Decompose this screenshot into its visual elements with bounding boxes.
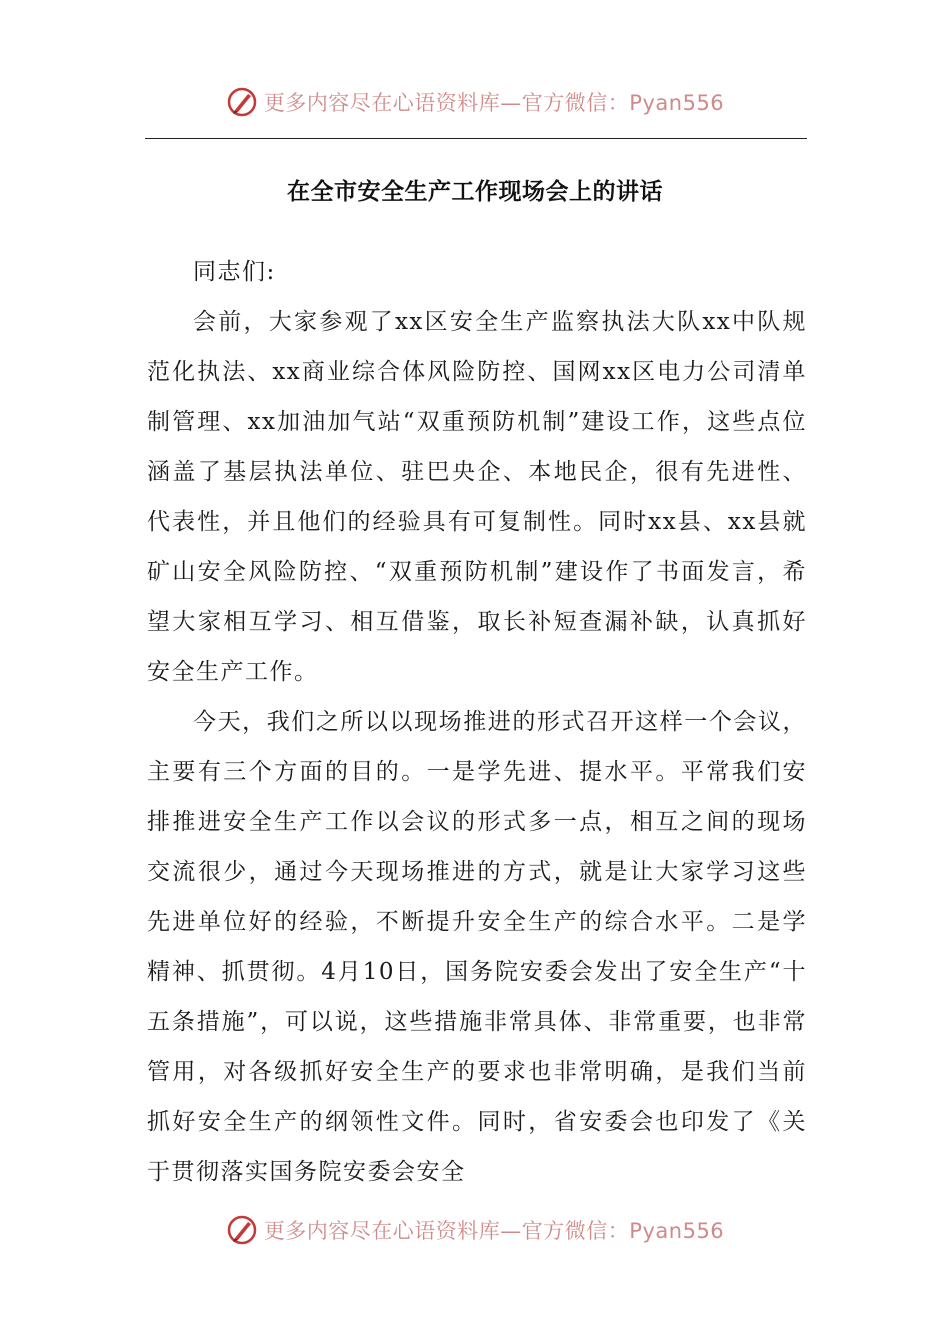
pen-in-circle-icon: [226, 86, 258, 118]
paragraph: 今天，我们之所以以现场推进的形式召开这样一个会议，主要有三个方面的目的。一是学先进、提水平。平常我们安排推进安全生产工作以会议的形式多一点，相互之间的现场交流很少，通过今天现场推进的方式，就是让大家学习这些先进单位好的经验，不断提升安全生产的综合水平。二是学精神、抓贯彻。4月10日，国务院安委会发出了安全生产“十五条措施”，可以说，这些措施非常具体、非常重要，也非常管用，对各级抓好安全生产的要求也非常明确，是我们当前抓好安全生产的纲领性文件。同时，省安委会也印发了《关于贯彻落实国务院安委会安全: [147, 709, 807, 1185]
paragraph: 会前，大家参观了xx区安全生产监察执法大队xx中队规范化执法、xx商业综合体风险防控、国网xx区电力公司清单制管理、xx加油加气站“双重预防机制”建设工作，这些点位涵盖了基层执法单位、驻巴央企、本地民企，很有先进性、代表性，并且他们的经验具有可复制性。同时xx县、xx县就矿山安全风险防控、“双重预防机制”建设作了书面发言，希望大家相互学习、相互借鉴，取长补短查漏补缺，认真抓好安全生产工作。: [147, 309, 807, 685]
greeting: 同志们:: [193, 259, 276, 285]
document-title: 在全市安全生产工作现场会上的讲话: [287, 178, 663, 205]
pen-in-circle-icon: [226, 1214, 258, 1246]
footer-watermark-banner: [0, 1210, 950, 1250]
header-divider: [145, 138, 807, 139]
document-body: [147, 247, 807, 1197]
header-watermark-text: 更多内容尽在心语资料库—官方微信：Pyan556: [263, 91, 725, 115]
header-watermark-banner: [0, 82, 950, 122]
footer-watermark-text: 更多内容尽在心语资料库—官方微信：Pyan556: [263, 1219, 725, 1243]
